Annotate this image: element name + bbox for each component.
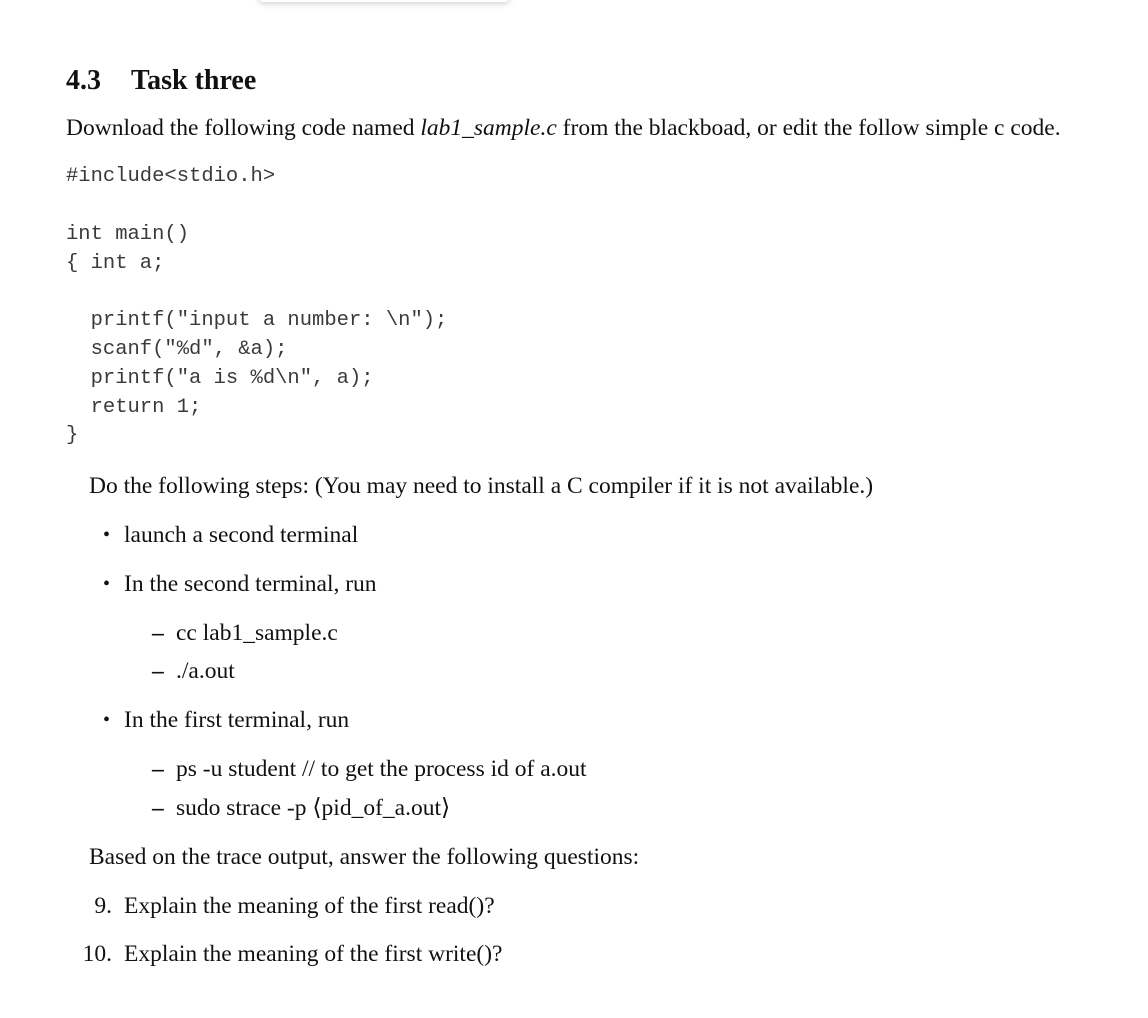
step-item-1: launch a second terminal xyxy=(124,522,359,548)
section-number: 4.3 xyxy=(66,65,101,96)
bullet-icon: • xyxy=(103,524,111,546)
section-title: Task three xyxy=(131,65,257,96)
intro-filename: lab1_sample.c xyxy=(420,115,557,141)
dash-icon: – xyxy=(152,620,164,646)
steps-intro: Do the following steps: (You may need to install a C compiler if it is not available.) xyxy=(89,473,874,499)
question-9: Explain the meaning of the first read()? xyxy=(124,893,495,919)
section-heading xyxy=(66,64,256,98)
dash-icon: – xyxy=(152,756,164,782)
question-10: Explain the meaning of the first write()? xyxy=(124,941,503,967)
bullet-icon: • xyxy=(103,709,111,731)
dash-icon: – xyxy=(152,658,164,684)
intro-text-after: from the blackboad, or edit the follow simple c code. xyxy=(556,115,1061,141)
step-item-2-sub-2: ./a.out xyxy=(176,658,235,684)
intro-paragraph xyxy=(66,114,1061,142)
code-block: int main() { int a; printf("input a number: \n"); scanf("%d", &a); printf("a is %d\n", a); return 1; } xyxy=(66,223,448,448)
step-item-2-sub-1: cc lab1_sample.c xyxy=(176,620,338,646)
step-item-3: In the first terminal, run xyxy=(124,707,350,733)
step-item-3-sub-2: sudo strace -p ⟨pid_of_a.out⟩ xyxy=(176,795,451,821)
intro-text-before: Download the following code named xyxy=(66,115,421,141)
question-number-10: 10. xyxy=(82,941,112,967)
step-item-2: In the second terminal, run xyxy=(124,571,377,597)
dash-icon: – xyxy=(152,795,164,821)
questions-intro: Based on the trace output, answer the following questions: xyxy=(89,844,640,870)
page-top-shadow xyxy=(258,0,510,2)
bullet-icon: • xyxy=(103,573,111,595)
code-include-line: #include<stdio.h> xyxy=(66,165,276,188)
question-number-9: 9. xyxy=(94,893,112,919)
step-item-3-sub-1: ps -u student // to get the process id of a.out xyxy=(176,756,587,782)
